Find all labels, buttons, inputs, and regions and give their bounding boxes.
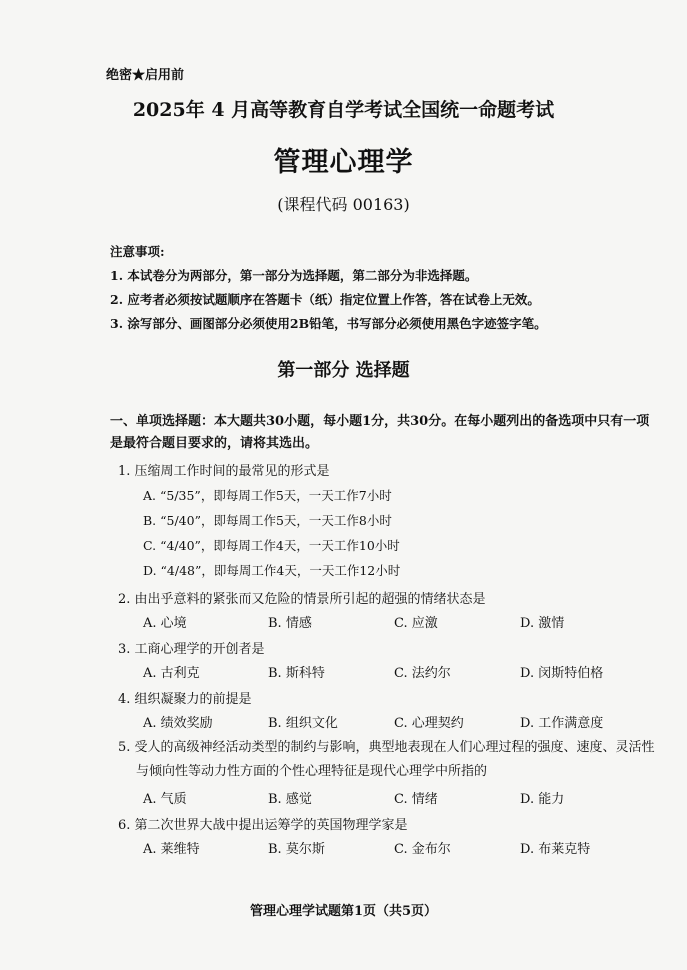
question-option: A. 古利克 xyxy=(143,666,200,681)
question-option: A. 绩效奖励 xyxy=(143,716,213,731)
question-stem: 2. 由出乎意料的紧张而又危险的情景所引起的超强的情绪状态是 xyxy=(118,592,486,607)
section-number: 一、 xyxy=(110,414,137,429)
question-stem: 1. 压缩周工作时间的最常见的形式是 xyxy=(118,464,330,479)
question-option: D. 能力 xyxy=(520,792,565,807)
question-stem: 4. 组织凝聚力的前提是 xyxy=(118,692,252,707)
question-option: D. 布莱克特 xyxy=(520,842,591,857)
subject-title: 管理心理学 xyxy=(273,147,414,178)
question-option: D. 闵斯特伯格 xyxy=(520,666,604,681)
part-title: 第一部分 选择题 xyxy=(277,360,410,381)
question-option: A. 莱维特 xyxy=(143,842,200,857)
note-item: 3. 涂写部分、画图部分必须使用2B铅笔，书写部分必须使用黑色字迹签字笔。 xyxy=(110,316,547,331)
question-option: B. 斯科特 xyxy=(268,666,325,681)
secret-label: 绝密★启用前 xyxy=(106,68,185,83)
question-option: C. 法约尔 xyxy=(394,666,451,681)
question-option: B. 情感 xyxy=(268,616,312,631)
question-option: C. “4/40”，即每周工作4天，一天工作10小时 xyxy=(143,538,400,553)
question-stem: 5. 受人的高级神经活动类型的制约与影响，典型地表现在人们心理过程的强度、速度、灵活性与倾向性等动力性方面的个性心理特征是现代心理学中所指的 xyxy=(118,740,655,779)
question-option: C. 心理契约 xyxy=(394,716,464,731)
question-stem: 6. 第二次世界大战中提出运筹学的英国物理学家是 xyxy=(118,818,408,833)
question-option: B. 莫尔斯 xyxy=(268,842,325,857)
notes-title: 注意事项: xyxy=(110,244,165,259)
page-footer: 管理心理学试题第1页（共5页） xyxy=(249,904,438,919)
question-option: D. “4/48”，即每周工作4天，一天工作12小时 xyxy=(143,563,401,578)
question-option: B. 组织文化 xyxy=(268,716,338,731)
section-instructions: 单项选择题：本大题共30小题，每小题1分，共30分。在每小题列出的备选项中只有一项是最符合题目要求的，请将其选出。 xyxy=(110,414,650,451)
question-option: B. 感觉 xyxy=(268,792,312,807)
question-option: A. 心境 xyxy=(143,616,187,631)
note-item: 2. 应考者必须按试题顺序在答题卡（纸）指定位置上作答，答在试卷上无效。 xyxy=(110,292,540,307)
exam-title: 2025年 4 月高等教育自学考试全国统一命题考试 xyxy=(132,99,555,121)
note-item: 1. 本试卷分为两部分，第一部分为选择题，第二部分为非选择题。 xyxy=(110,268,478,283)
question-option: C. 应激 xyxy=(394,616,438,631)
question-option: C. 情绪 xyxy=(394,792,438,807)
section-heading xyxy=(110,411,650,455)
question-option: B. “5/40”，即每周工作5天，一天工作8小时 xyxy=(143,513,392,528)
question-option: D. 激情 xyxy=(520,616,565,631)
question-option: A. “5/35”，即每周工作5天，一天工作7小时 xyxy=(143,488,392,503)
question-stem: 3. 工商心理学的开创者是 xyxy=(118,642,265,657)
question-option: D. 工作满意度 xyxy=(520,716,604,731)
question-option: A. 气质 xyxy=(143,792,187,807)
question-option: C. 金布尔 xyxy=(394,842,451,857)
course-code: (课程代码 00163) xyxy=(277,195,410,214)
